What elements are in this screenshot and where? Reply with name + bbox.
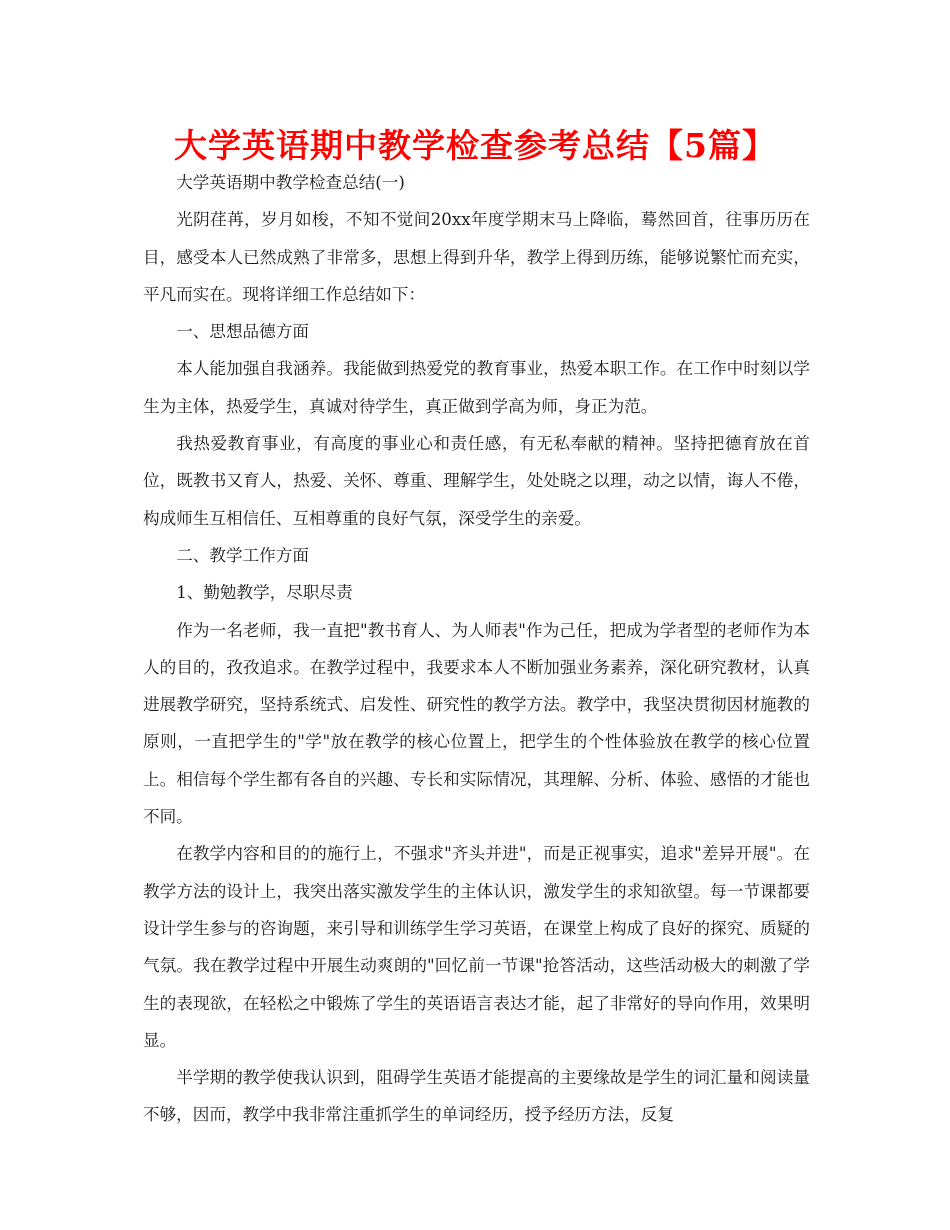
section-heading: 一、思想品德方面 bbox=[176, 322, 309, 342]
document-title: 大学英语期中教学检查参考总结【5篇】 bbox=[174, 126, 776, 165]
section-heading: 二、教学工作方面 bbox=[176, 545, 309, 565]
document-body bbox=[143, 164, 810, 1134]
paragraph: 本人能加强自我涵养。我能做到热爱党的教育事业，热爱本职工作。在工作中时刻以学生为主体，热爱学生，真诚对待学生，真正做到学高为师，身正为范。 bbox=[143, 359, 810, 416]
section-heading: 大学英语期中教学检查总结(一) bbox=[176, 173, 405, 192]
paragraph: 在教学内容和目的的施行上，不强求"齐头并进"，而是正视事实，追求"差异开展"。在教学方法的设计上，我突出落实激发学生的主体认识，激发学生的求知欲望。每一节课都要设计学生参与的咨询题，来引导和训练学生学习英语，在课堂上构成了良好的探究、质疑的气氛。我在教学过程中开展生动爽朗的"回忆前一节课"抢答活动，这些活动极大的刺激了学生的表现欲，在轻松之中锻炼了学生的英语语言表达才能，起了非常好的导向作用，效果明显。 bbox=[143, 844, 810, 1050]
subsection-heading: 1、勤勉教学，尽职尽责 bbox=[176, 583, 353, 603]
paragraph: 我热爱教育事业，有高度的事业心和责任感，有无私奉献的精神。坚持把德育放在首位，既教书又育人，热爱、关怀、尊重、理解学生，处处晓之以理，动之以情，诲人不倦，构成师生互相信任、互相尊重的良好气氛，深受学生的亲爱。 bbox=[143, 434, 810, 528]
paragraph: 半学期的教学使我认识到，阻碍学生英语才能提高的主要缘故是学生的词汇量和阅读量不够，因而，教学中我非常注重抓学生的单词经历，授予经历方法，反复 bbox=[143, 1068, 810, 1125]
paragraph: 光阴荏苒，岁月如梭，不知不觉间20xx年度学期末马上降临，蓦然回首，往事历历在目，感受本人已然成熟了非常多，思想上得到升华，教学上得到历练，能够说繁忙而充实，平凡而实在。现将详细工作总结如下： bbox=[143, 210, 810, 304]
paragraph: 作为一名老师，我一直把"教书育人、为人师表"作为己任，把成为学者型的老师作为本人的目的，孜孜追求。在教学过程中，我要求本人不断加强业务素养，深化研究教材，认真进展教学研究，坚持系统式、启发性、研究性的教学方法。教学中，我坚决贯彻因材施教的原则，一直把学生的"学"放在教学的核心位置上，把学生的个性体验放在教学的核心位置上。相信每个学生都有各自的兴趣、专长和实际情况，其理解、分析、体验、感悟的才能也不同。 bbox=[143, 620, 810, 827]
